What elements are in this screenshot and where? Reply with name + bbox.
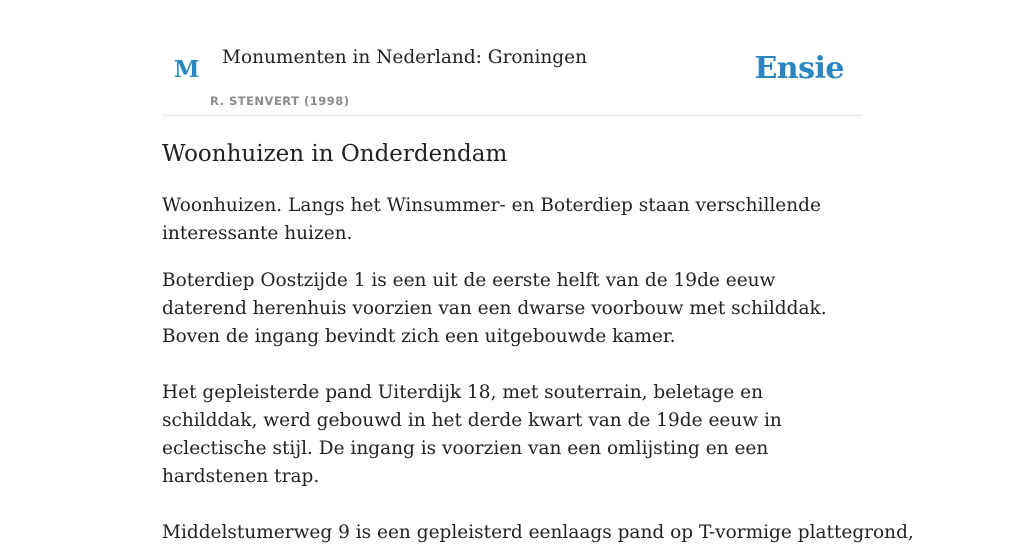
article-paragraph: Boterdiep Oostzijde 1 is een uit de eerste helft van de 19de eeuw daterend herenhuis voorzien van een dwarse voorbouw met schilddak. Boven de ingang bevindt zich een uitgebouwde kamer.	[162, 270, 827, 347]
source-author: R. STENVERT (1998)	[210, 94, 350, 108]
ensie-logo-link[interactable]: Ensie	[754, 51, 844, 86]
article-paragraph: Middelstumerweg 9 is een gepleisterd eenlaags pand op T-vormige plattegrond,	[162, 522, 914, 543]
source-title-link[interactable]: Monumenten in Nederland: Groningen	[222, 47, 588, 68]
article-paragraph: Woonhuizen. Langs het Winsummer- en Boterdiep staan verschillende interessante huizen.	[162, 195, 821, 244]
article-title: Woonhuizen in Onderdendam	[162, 141, 508, 167]
source-header	[162, 0, 862, 116]
source-logo-icon[interactable]: M	[174, 56, 200, 83]
article-paragraph: Het gepleisterde pand Uiterdijk 18, met souterrain, beletage en schilddak, werd gebouwd in het derde kwart van de 19de eeuw in eclectische stijl. De ingang is voorzien van een omlijsting en een hardstenen trap.	[162, 382, 782, 487]
article-page	[162, 0, 914, 543]
article-body	[162, 192, 914, 547]
